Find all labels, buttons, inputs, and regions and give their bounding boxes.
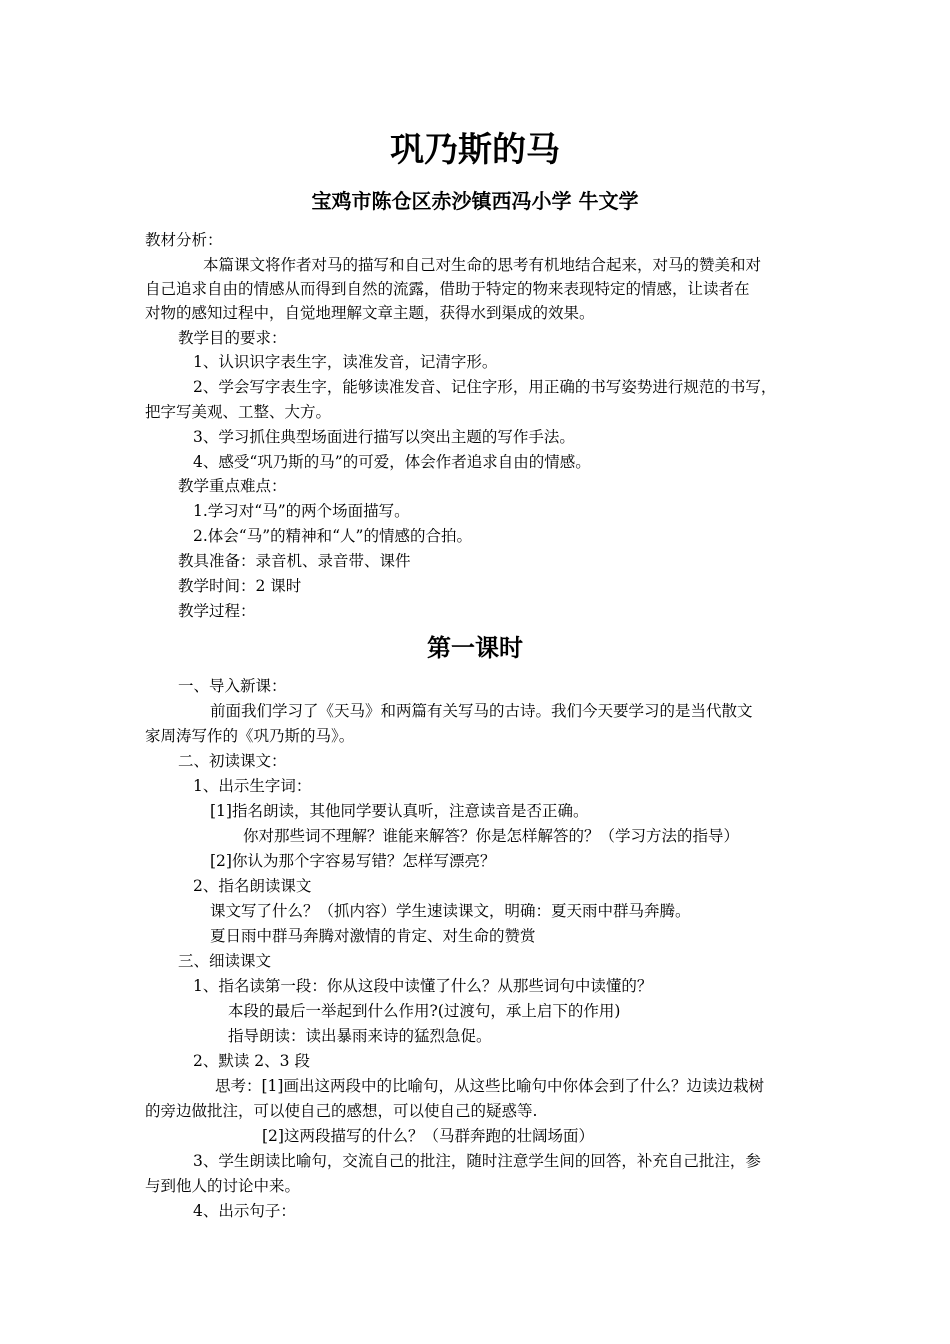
sub-step-item: 本段的最后一举起到什么作用?(过渡句，承上启下的作用) xyxy=(228,1002,621,1020)
sub-step: 1、指名读第一段：你从这段中读懂了什么？从那些词句中读懂的？ xyxy=(193,977,653,995)
teaching-time: 教学时间：2 课时 xyxy=(178,577,302,595)
step-heading: 二、初读课文： xyxy=(178,752,287,770)
section-heading-materials: 教材分析： xyxy=(145,231,223,249)
step-heading: 一、导入新课： xyxy=(178,677,287,695)
sub-step-item: [2]你认为那个字容易写错？怎样写漂亮？ xyxy=(210,852,496,870)
section-heading-goals: 教学目的要求： xyxy=(178,329,287,347)
sub-step: 3、学生朗读比喻句，交流自己的批注，随时注意学生间的回答，补充自己批注，参 xyxy=(193,1152,761,1170)
author-line: 宝鸡市陈仓区赤沙镇西冯小学 牛文学 xyxy=(311,189,639,213)
list-item: 1.学习对“马”的两个场面描写。 xyxy=(193,502,410,520)
list-item: 1、认识识字表生字，读准发音，记清字形。 xyxy=(193,353,498,371)
sub-step-item: 课文写了什么？（抓内容）学生速读课文，明确：夏天雨中群马奔腾。 xyxy=(210,902,691,920)
section-heading-process: 教学过程： xyxy=(178,602,256,620)
sub-step-item: [1]指名朗读，其他同学要认真听，注意读音是否正确。 xyxy=(210,802,589,820)
sub-step-continuation: 与到他人的讨论中来。 xyxy=(145,1177,301,1195)
sub-step: 2、指名朗读课文 xyxy=(193,877,312,895)
list-item-continuation: 把字写美观、工整、大方。 xyxy=(145,403,332,421)
paragraph-line: 自己追求自由的情感从而得到自然的流露，借助于特定的物来表现特定的情感，让读者在 xyxy=(145,280,750,298)
list-item: 2、学会写字表生字，能够读准发音、记住字形，用正确的书写姿势进行规范的书写， xyxy=(193,378,777,396)
list-item: 3、学习抓住典型场面进行描写以突出主题的写作手法。 xyxy=(193,428,575,446)
paragraph-line: 家周涛写作的《巩乃斯的马》。 xyxy=(145,727,355,745)
document-title: 巩乃斯的马 xyxy=(390,130,560,170)
paragraph-line: 前面我们学习了《天马》和两篇有关写马的古诗。我们今天要学习的是当代散文 xyxy=(210,702,753,720)
sub-step-item: 夏日雨中群马奔腾对激情的肯定、对生命的赞赏 xyxy=(210,927,536,945)
sub-step-item: 你对那些词不理解？谁能来解答？你是怎样解答的？（学习方法的指导） xyxy=(243,827,740,845)
sub-step-item: 思考：[1]画出这两段中的比喻句，从这些比喻句中你体会到了什么？边读边栽树 xyxy=(215,1077,764,1095)
step-heading: 三、细读课文 xyxy=(178,952,272,970)
teaching-aids: 教具准备：录音机、录音带、课件 xyxy=(178,552,411,570)
section-heading-key-points: 教学重点难点： xyxy=(178,477,287,495)
list-item: 2.体会“马”的精神和“人”的情感的合拍。 xyxy=(193,527,472,545)
sub-step: 2、默读 2、3 段 xyxy=(193,1052,310,1070)
paragraph-line: 对物的感知过程中，自觉地理解文章主题，获得水到渠成的效果。 xyxy=(145,304,595,322)
list-item: 4、感受“巩乃斯的马”的可爱，体会作者追求自由的情感。 xyxy=(193,453,591,471)
sub-step: 4、出示句子： xyxy=(193,1202,296,1220)
sub-step-item: [2]这两段描写的什么？（马群奔跑的壮阔场面） xyxy=(262,1127,594,1145)
sub-step-item: 的旁边做批注，可以使自己的感想，可以使自己的疑惑等. xyxy=(145,1102,538,1120)
lesson-title: 第一课时 xyxy=(427,634,523,662)
paragraph-line: 本篇课文将作者对马的描写和自己对生命的思考有机地结合起来，对马的赞美和对 xyxy=(203,256,762,274)
sub-step-item: 指导朗读：读出暴雨来诗的猛烈急促。 xyxy=(228,1027,492,1045)
sub-step: 1、出示生字词： xyxy=(193,777,312,795)
